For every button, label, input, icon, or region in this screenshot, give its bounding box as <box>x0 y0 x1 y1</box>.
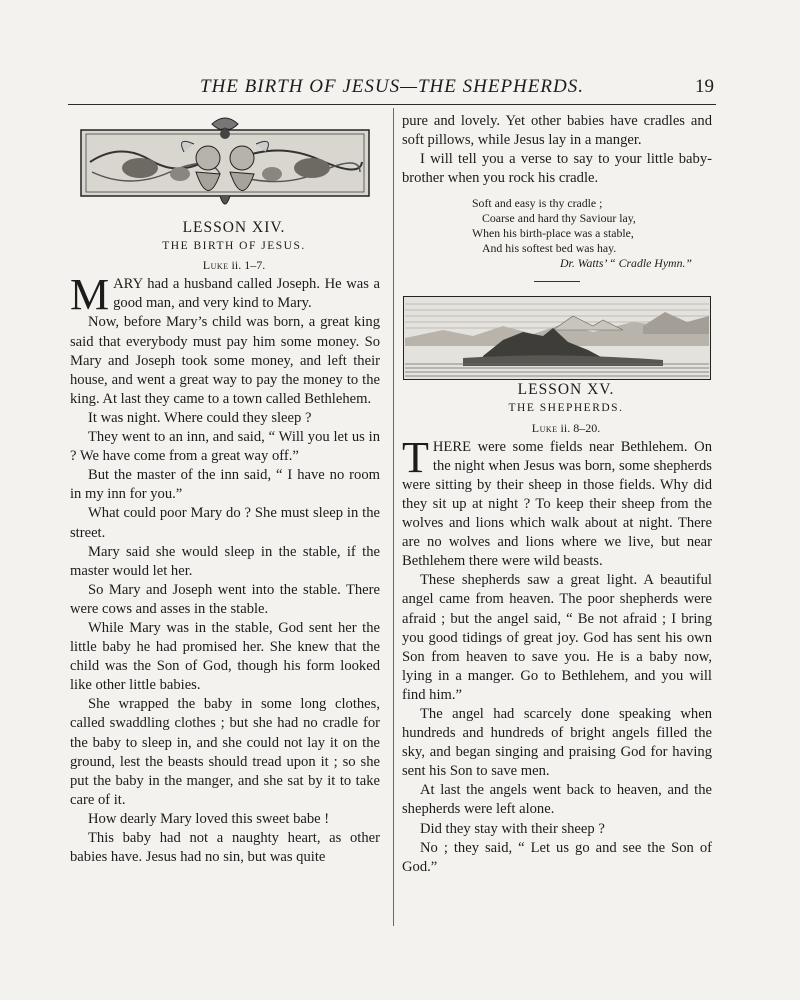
lesson-15-paragraph: THERE were some fields near Bethlehem. On the night when Jesus was born, some shepherds were sitting by their sheep in those fields. Why did they sit up at night ? To keep their sheep from the wolves and lions which walk about at night. There are no wolves and lions where we live, but near Bethlehem there were wild beasts. <box>402 432 712 570</box>
landscape-illustration <box>403 296 711 380</box>
lesson-15-title: THE SHEPHERDS. <box>508 402 624 415</box>
left-column <box>70 112 380 867</box>
lesson-14-paragraph: How dearly Mary loved this sweet babe ! <box>88 810 330 827</box>
cherub-ornament-illustration <box>80 112 370 218</box>
lesson-15-paragraph: No ; they said, “ Let us go and see the Son of God.” <box>402 839 712 875</box>
lesson-15-reference <box>402 419 712 438</box>
right-column <box>402 112 712 877</box>
verse-line: Soft and easy is thy cradle ; <box>472 196 603 211</box>
verse-line: Coarse and hard thy Saviour lay, <box>482 211 636 226</box>
lesson-14-ref-book: Luke <box>202 258 229 273</box>
lesson-14-paragraph: Mary said she would sleep in the stable, if the master would let her. <box>70 543 380 579</box>
drop-cap: T <box>402 432 429 482</box>
lesson-15-paragraph: The angel had scarcely done speaking when hundreds and hundreds of bright angels filled the sky, and began singing and praising God for having sent his Son to save men. <box>402 705 712 780</box>
header-rule <box>68 104 716 105</box>
verse-attribution: Dr. Watts’ “ Cradle Hymn.” <box>560 256 692 271</box>
lesson-15-paragraph: These shepherds saw a great light. A beautiful angel came from heaven. The poor shepherds were afraid ; but the angel said, “ Be not afraid ; I bring you good tidings of great joy. God has sent his own Son from heaven to save you. He is a baby now, lying in a manger. Go to Bethlehem, and you will find him.” <box>402 572 712 703</box>
lesson-15-ref-book: Luke <box>531 420 558 435</box>
cradle-hymn-verse <box>472 196 712 271</box>
continued-paragraph: pure and lovely. Yet other babies have cradles and soft pillows, while Jesus lay in a manger. <box>402 113 712 149</box>
running-header <box>68 74 716 102</box>
lesson-14-paragraph: This baby had not a naughty heart, as other babies have. Jesus had no sin, but was quite <box>70 830 380 866</box>
lesson-15-ref-verses: ii. 8–20. <box>560 420 601 435</box>
lesson-14-reference <box>70 256 380 275</box>
lesson-14-paragraph: So Mary and Joseph went into the stable. There were cows and asses in the stable. <box>70 581 380 617</box>
lesson-14-paragraph: But the master of the inn said, “ I have no room in my inn for you.” <box>70 467 380 503</box>
lesson-15-paragraph: Did they stay with their sheep ? <box>420 820 605 837</box>
page-number: 19 <box>695 76 714 97</box>
lesson-14-title: THE BIRTH OF JESUS. <box>162 240 306 253</box>
column-divider <box>393 108 394 926</box>
lesson-14-paragraph: While Mary was in the stable, God sent her the little baby he had promised her. She knew that the child was the Son of God, though his form looked like other little babies. <box>70 619 380 694</box>
verse-line: And his softest bed was hay. <box>482 241 617 256</box>
lesson-14-heading: LESSON XIV. <box>182 219 286 236</box>
lesson-14-paragraph: They went to an inn, and said, “ Will you let us in ? We have come from a great way off.” <box>70 429 380 465</box>
intro-paragraph: I will tell you a verse to say to your little baby-brother when you rock his cradle. <box>402 151 712 187</box>
drop-cap: M <box>70 270 110 320</box>
lesson-14-paragraph: MARY had a husband called Joseph. He was a good man, and very kind to Mary. <box>70 270 380 320</box>
lesson-14-paragraph: It was night. Where could they sleep ? <box>88 409 312 426</box>
lesson-14-paragraph: What could poor Mary do ? She must sleep in the street. <box>70 505 380 541</box>
lesson-14-paragraph: Now, before Mary’s child was born, a great king said that everybody must pay him some money. So Mary and Joseph took some money, and left their house, and went a great way to pay the money to the king. At last they came to a town called Bethlehem. <box>70 314 380 407</box>
lesson-14-paragraph: She wrapped the baby in some long clothes, called swaddling clothes ; but she had no cradle for the baby to sleep in, and she could not lay it on the ground, lest the beasts should tread upon it ; so she put the baby in the manger, and she sat by it to take care of it. <box>70 696 380 808</box>
lesson-14-ref-verses: ii. 1–7. <box>231 258 266 273</box>
lesson-15-heading: LESSON XV. <box>517 381 615 399</box>
verse-line: When his birth-place was a stable, <box>472 226 634 241</box>
running-title: THE BIRTH OF JESUS—THE SHEPHERDS. <box>200 76 584 97</box>
lesson-15-paragraph: At last the angels went back to heaven, and the shepherds were left alone. <box>402 782 712 818</box>
section-rule <box>534 281 580 282</box>
